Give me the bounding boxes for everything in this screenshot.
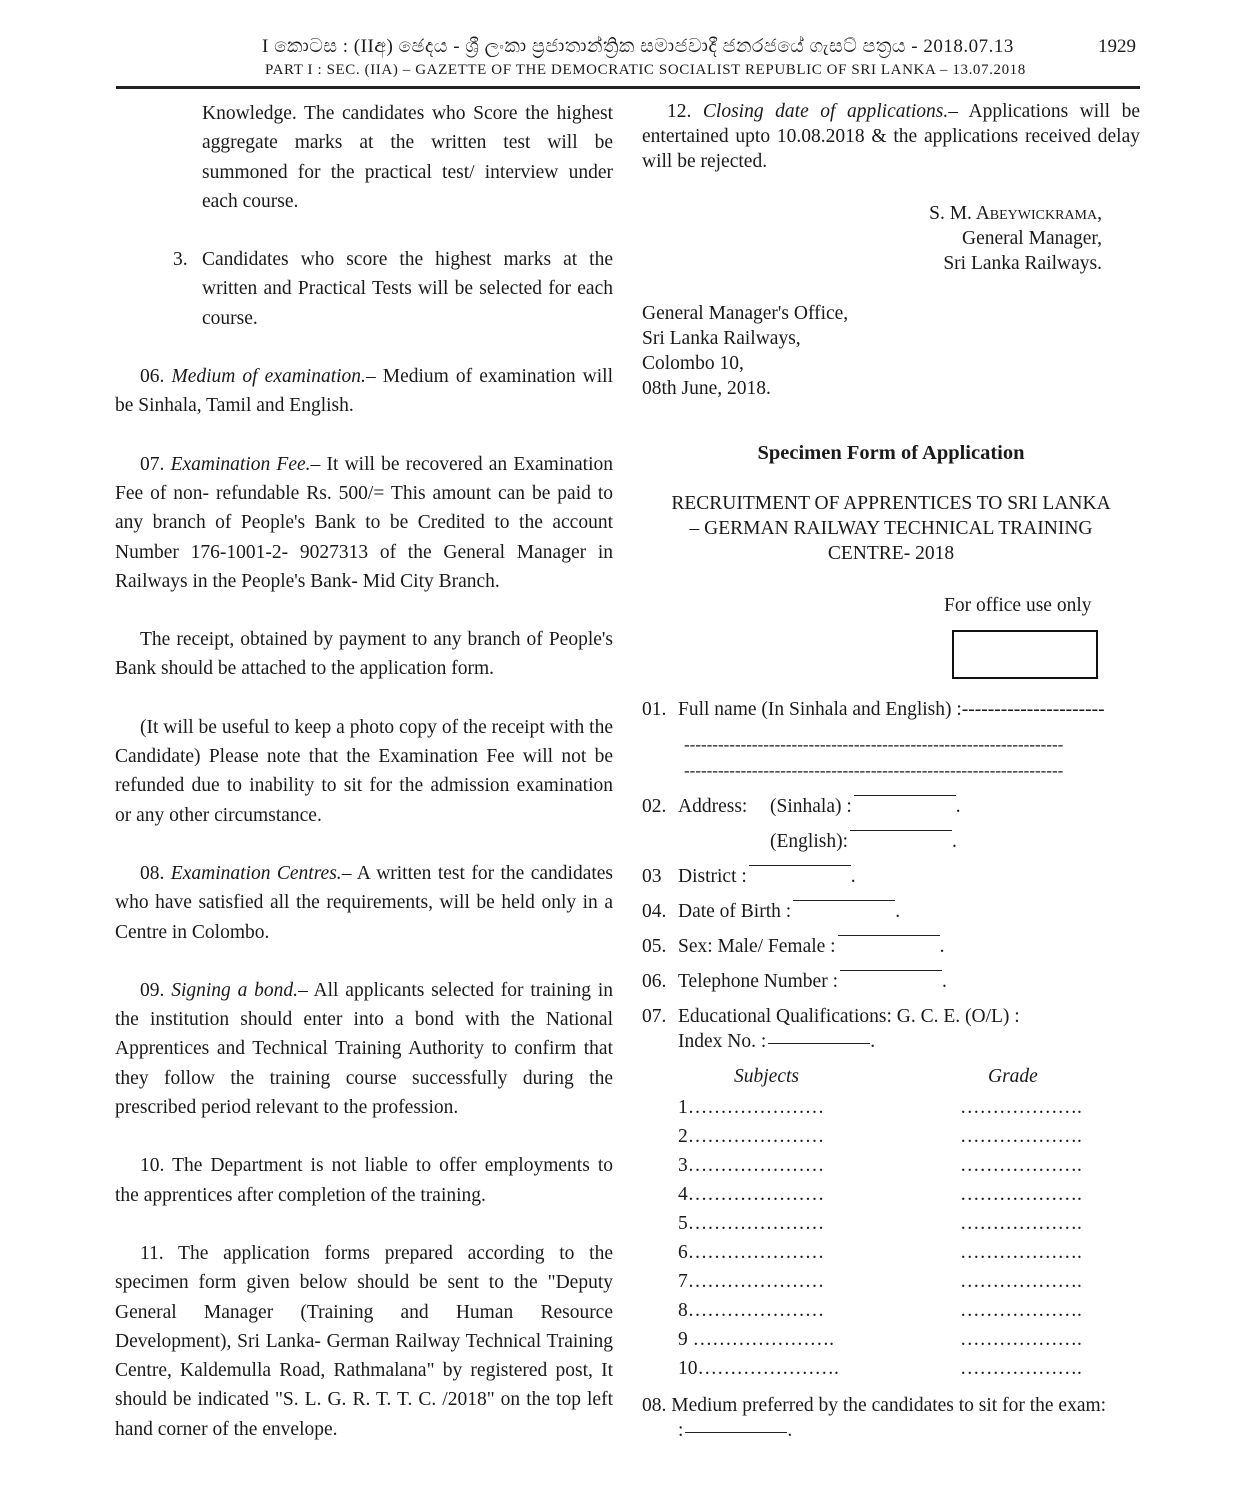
section-06 bbox=[115, 362, 613, 421]
punctuation: . bbox=[870, 1031, 876, 1052]
field-telephone bbox=[642, 969, 1140, 1004]
field-number: 06. bbox=[642, 971, 667, 992]
section-number: 07. bbox=[140, 453, 165, 475]
subject-blank: 7………………… bbox=[678, 1271, 825, 1292]
header-english-line: PART I : SEC. (IIA) – GAZETTE OF THE DEMOCRATIC SOCIALIST REPUBLIC OF SRI LANKA – 13.07.2018 bbox=[265, 62, 1026, 78]
blank-line bbox=[838, 934, 940, 936]
grade-blank: ………………. bbox=[960, 1184, 1082, 1205]
section-07-note: (It will be useful to keep a photo copy of the receipt with the Candidate) Please note that the Examination Fee will not be refunded due to inability to sit for the admission examination or any other circumstance. bbox=[115, 716, 613, 826]
section-text: – Medium of examination will be Sinhala, Tamil and English. bbox=[115, 366, 614, 417]
blank-line bbox=[793, 899, 895, 901]
punctuation: . bbox=[850, 866, 856, 887]
field-full-name-dashes bbox=[642, 732, 1140, 784]
punctuation: . bbox=[787, 1420, 793, 1441]
section-number: 12. bbox=[667, 101, 692, 122]
field-number: 01. bbox=[642, 699, 667, 720]
address-line: Colombo 10, bbox=[642, 353, 744, 374]
signature-block bbox=[642, 201, 1140, 276]
field-index-no bbox=[642, 1029, 1140, 1054]
section-title: Closing date of applications. bbox=[702, 101, 949, 122]
section-11: 11. The application forms prepared according to the specimen form given below should be sent to the "Deputy General Manager (Training and Human Resource Development), Sri Lanka- German Railway Technical Training Centre, Kaldemulla Road, Rathmalana" by registered post, It should be indicated "S. L. G. R. T. T. C. /2018" on the top left hand corner of the envelope. bbox=[115, 1242, 613, 1440]
subjects-header: Subjects bbox=[734, 1066, 799, 1087]
section-10: 10. The Department is not liable to offer employments to the apprentices after completion of the training. bbox=[115, 1155, 613, 1206]
left-column bbox=[115, 99, 613, 1444]
signatory-title: General Manager, bbox=[962, 228, 1102, 249]
subject-row bbox=[642, 1325, 1140, 1354]
blank-line bbox=[854, 794, 956, 796]
subject-blank: 5………………… bbox=[678, 1213, 825, 1234]
address-line: General Manager's Office, bbox=[642, 303, 849, 324]
field-label: Full name (In Sinhala and English) :---------------------- bbox=[678, 699, 1105, 720]
section-title: Examination Fee. bbox=[170, 453, 311, 475]
subject-blank: 6………………… bbox=[678, 1242, 825, 1263]
section-07 bbox=[115, 450, 613, 596]
office-use-box bbox=[952, 630, 1098, 679]
signatory-organisation: Sri Lanka Railways. bbox=[943, 253, 1102, 274]
subject-blank: 3………………… bbox=[678, 1155, 825, 1176]
office-use-label: For office use only bbox=[944, 595, 1092, 616]
subjects-table bbox=[642, 1093, 1140, 1383]
subject-blank: 2………………… bbox=[678, 1126, 825, 1147]
subject-row bbox=[642, 1267, 1140, 1296]
grade-blank: ………………. bbox=[960, 1242, 1082, 1263]
section-text: – Applications will be entertained upto 10.08.2018 & the applications received delay will be rejected. bbox=[642, 101, 1140, 172]
punctuation: . bbox=[955, 796, 961, 817]
grade-blank: ………………. bbox=[960, 1300, 1082, 1321]
subject-row bbox=[642, 1093, 1140, 1122]
section-12 bbox=[642, 99, 1140, 174]
grade-blank: ………………. bbox=[960, 1329, 1082, 1350]
form-subtitle bbox=[642, 491, 1140, 566]
form-subtitle-line: CENTRE- 2018 bbox=[827, 543, 955, 564]
field-full-name bbox=[642, 697, 1140, 722]
subject-row bbox=[642, 1354, 1140, 1383]
address-date: 08th June, 2018. bbox=[642, 378, 771, 399]
section-number: 09. bbox=[140, 979, 165, 1001]
subject-row bbox=[642, 1209, 1140, 1238]
subject-row bbox=[642, 1122, 1140, 1151]
blank-line bbox=[768, 1042, 870, 1044]
signatory-name: S. M. Abeywickrama, bbox=[929, 203, 1102, 224]
blank-line bbox=[850, 829, 952, 831]
paragraph-candidates-3 bbox=[115, 245, 613, 333]
field-number: 03 bbox=[642, 866, 662, 887]
subject-row bbox=[642, 1151, 1140, 1180]
section-text: – It will be recovered an Examination Fee of non- refundable Rs. 500/= This amount can be paid to any branch of People's Bank to be Credited to the account Number 176-1001-2- 9027313 of the General Manager in Railways in the People's Bank- Mid City Branch. bbox=[115, 453, 614, 592]
grade-header: Grade bbox=[988, 1066, 1038, 1087]
field-medium: 08. Medium preferred by the candidates to sit for the exam: bbox=[642, 1395, 1107, 1416]
grade-blank: ………………. bbox=[960, 1155, 1082, 1176]
grade-blank: ………………. bbox=[960, 1271, 1082, 1292]
punctuation: . bbox=[952, 831, 957, 852]
punctuation: : bbox=[678, 1420, 684, 1441]
punctuation: . bbox=[895, 901, 901, 922]
section-title: Signing a bond. bbox=[171, 979, 299, 1001]
blank-line bbox=[840, 969, 942, 971]
header-rule bbox=[116, 86, 1140, 89]
dash-line: ------------------------------------------------------------------- bbox=[684, 735, 1064, 754]
section-text: – All applicants selected for training in the institution should enter into a bond with the National Apprentices and Technical Training Authority to confirm that they follow the training course successfully during the prescribed period relevant to the profession. bbox=[115, 979, 613, 1119]
subjects-table-header bbox=[642, 1064, 1140, 1089]
field-label: Index No. : bbox=[678, 1031, 767, 1052]
form-subtitle-line: RECRUITMENT OF APPRENTICES TO SRI LANKA bbox=[671, 493, 1111, 514]
grade-blank: ………………. bbox=[960, 1126, 1082, 1147]
field-sex bbox=[642, 934, 1140, 969]
field-label: Date of Birth : bbox=[678, 901, 792, 922]
item-text: Candidates who score the highest marks at the written and Practical Tests will be selected for each course. bbox=[202, 249, 613, 329]
right-column bbox=[642, 99, 1140, 1443]
header-sinhala-line: I කොටස : (IIඅ) ඡෙදය - ශ්‍රී ලංකා ප්‍රජාතාන්ත්‍රික සමාජවාදී ජනරජයේ ගැසට් පත්‍රය - 2018.07.13 bbox=[262, 36, 1014, 57]
grade-blank: ………………. bbox=[960, 1358, 1082, 1379]
field-number: 04. bbox=[642, 901, 667, 922]
field-district bbox=[642, 864, 1140, 899]
address-english-label: (English): bbox=[770, 831, 848, 852]
form-subtitle-line: – GERMAN RAILWAY TECHNICAL TRAINING bbox=[689, 518, 1093, 539]
field-label: Sex: Male/ Female : bbox=[678, 936, 836, 957]
section-07-receipt: The receipt, obtained by payment to any branch of People's Bank should be attached to the application form. bbox=[115, 629, 613, 680]
address-line: Sri Lanka Railways, bbox=[642, 328, 801, 349]
field-date-of-birth bbox=[642, 899, 1140, 934]
field-medium-blank bbox=[642, 1418, 1140, 1443]
form-title: Specimen Form of Application bbox=[757, 442, 1025, 464]
field-label: Telephone Number : bbox=[678, 971, 838, 992]
field-label: Address: bbox=[678, 796, 748, 817]
punctuation: . bbox=[942, 971, 947, 992]
section-number: 08. bbox=[140, 862, 165, 884]
grade-blank: ………………. bbox=[960, 1097, 1082, 1118]
field-label: Educational Qualifications: G. C. E. (O/L) : bbox=[678, 1006, 1020, 1027]
subject-blank: 10…………………. bbox=[678, 1358, 839, 1379]
subject-blank: 8………………… bbox=[678, 1300, 825, 1321]
subject-blank: 1………………… bbox=[678, 1097, 825, 1118]
paragraph-knowledge: Knowledge. The candidates who Score the highest aggregate marks at the written test will be summoned for the practical test/ interview under each course. bbox=[202, 103, 613, 212]
subject-blank: 9 …………………. bbox=[678, 1329, 834, 1350]
office-address bbox=[642, 301, 1140, 401]
field-address bbox=[642, 794, 1140, 829]
field-number: 07. bbox=[642, 1006, 667, 1027]
field-education bbox=[642, 1004, 1140, 1029]
punctuation: . bbox=[939, 936, 945, 957]
field-number: 05. bbox=[642, 936, 667, 957]
section-08 bbox=[115, 859, 613, 947]
blank-line bbox=[685, 1431, 787, 1433]
section-09 bbox=[115, 976, 613, 1122]
item-number: 3. bbox=[173, 249, 188, 271]
subject-row bbox=[642, 1180, 1140, 1209]
subject-row bbox=[642, 1238, 1140, 1267]
address-sinhala-label: (Sinhala) : bbox=[770, 796, 852, 817]
subject-row bbox=[642, 1296, 1140, 1325]
section-title: Examination Centres. bbox=[170, 862, 342, 884]
blank-line bbox=[749, 864, 851, 866]
page-number: 1929 bbox=[1098, 36, 1136, 57]
dash-line: ------------------------------------------------------------------- bbox=[684, 761, 1064, 780]
field-label: District : bbox=[678, 866, 747, 887]
subject-blank: 4………………… bbox=[678, 1184, 825, 1205]
section-text: – A written test for the candidates who have satisfied all the requirements, will be held only in a Centre in Colombo. bbox=[115, 862, 614, 943]
section-title: Medium of examination. bbox=[171, 366, 366, 388]
field-number: 02. bbox=[642, 796, 667, 817]
section-number: 06. bbox=[140, 366, 165, 388]
field-address-english bbox=[642, 829, 1140, 864]
grade-blank: ………………. bbox=[960, 1213, 1082, 1234]
